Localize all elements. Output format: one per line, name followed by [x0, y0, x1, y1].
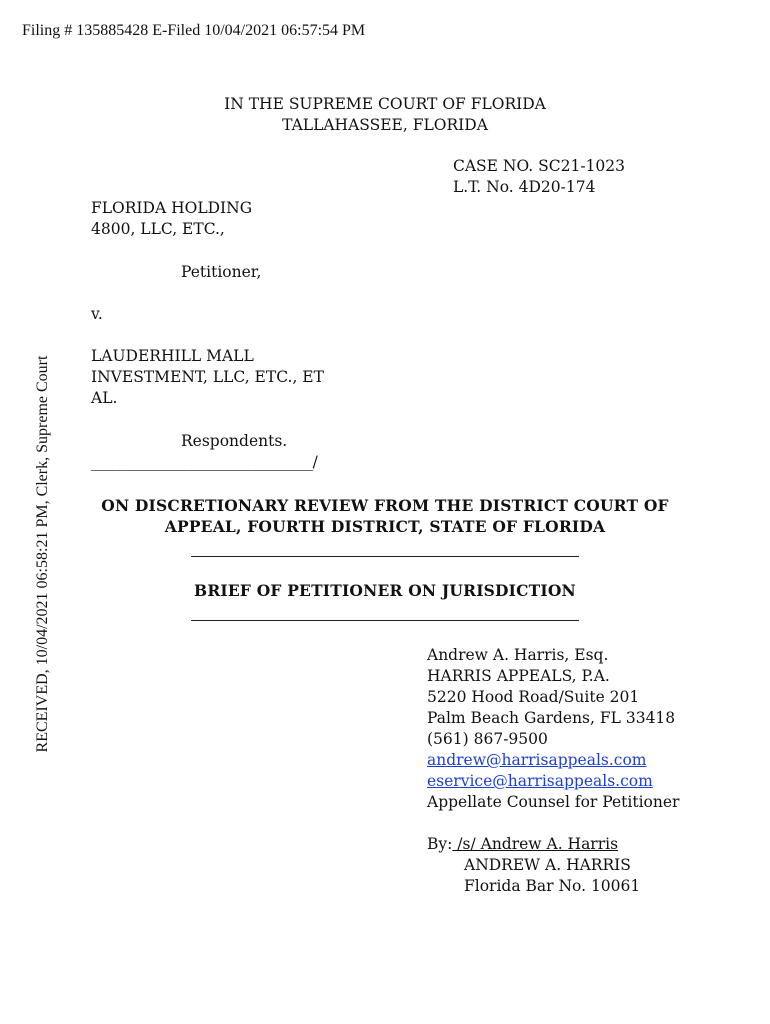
printed-name: ANDREW A. HARRIS [464, 856, 631, 874]
case-numbers [453, 156, 625, 198]
counsel-phone: (561) 867-9500 [427, 730, 548, 748]
counsel-firm: HARRIS APPEALS, P.A. [427, 667, 610, 685]
review-heading: ON DISCRETIONARY REVIEW FROM THE DISTRICT COURT OF APPEAL, FOURTH DISTRICT, STATE OF FLORIDA [101, 496, 669, 536]
eservice-email-link[interactable]: eservice@harrisappeals.com [427, 772, 653, 790]
title-divider-bottom [191, 620, 579, 621]
counsel-address-line1: 5220 Hood Road/Suite 201 [427, 688, 640, 706]
versus: v. [91, 305, 103, 323]
court-location: TALLAHASSEE, FLORIDA [282, 116, 488, 134]
filing-stamp: Filing # 135885428 E-Filed 10/04/2021 06:57:54 PM [22, 22, 366, 39]
by-label: By: [427, 835, 453, 853]
petitioner-role: Petitioner, [181, 263, 262, 281]
respondent-role: Respondents. [181, 432, 288, 450]
court-heading [0, 94, 770, 136]
case-number: CASE NO. SC21-1023 [453, 157, 626, 175]
lower-tribunal-number: L.T. No. 4D20-174 [453, 178, 596, 196]
received-stamp: RECEIVED, 10/04/2021 06:58:21 PM, Clerk, Supreme Court [34, 355, 51, 753]
respondent-name: LAUDERHILL MALL INVESTMENT, LLC, ETC., ET AL. [91, 347, 324, 407]
court-name: IN THE SUPREME COURT OF FLORIDA [224, 95, 546, 113]
counsel-address-line2: Palm Beach Gardens, FL 33418 [427, 709, 676, 727]
counsel-name: Andrew A. Harris, Esq. [427, 646, 609, 664]
brief-title: BRIEF OF PETITIONER ON JURISDICTION [194, 581, 576, 600]
petitioner-name: FLORIDA HOLDING 4800, LLC, ETC., [91, 199, 253, 238]
counsel-email-link[interactable]: andrew@harrisappeals.com [427, 751, 647, 769]
signature-line [427, 834, 679, 855]
bar-number: Florida Bar No. 10061 [464, 877, 641, 895]
counsel-block [427, 645, 679, 897]
caption-closing-rule: _______________________________/ [91, 453, 318, 471]
counsel-role: Appellate Counsel for Petitioner [427, 793, 680, 811]
electronic-signature: /s/ Andrew A. Harris [452, 835, 619, 853]
title-divider-top [191, 556, 579, 557]
